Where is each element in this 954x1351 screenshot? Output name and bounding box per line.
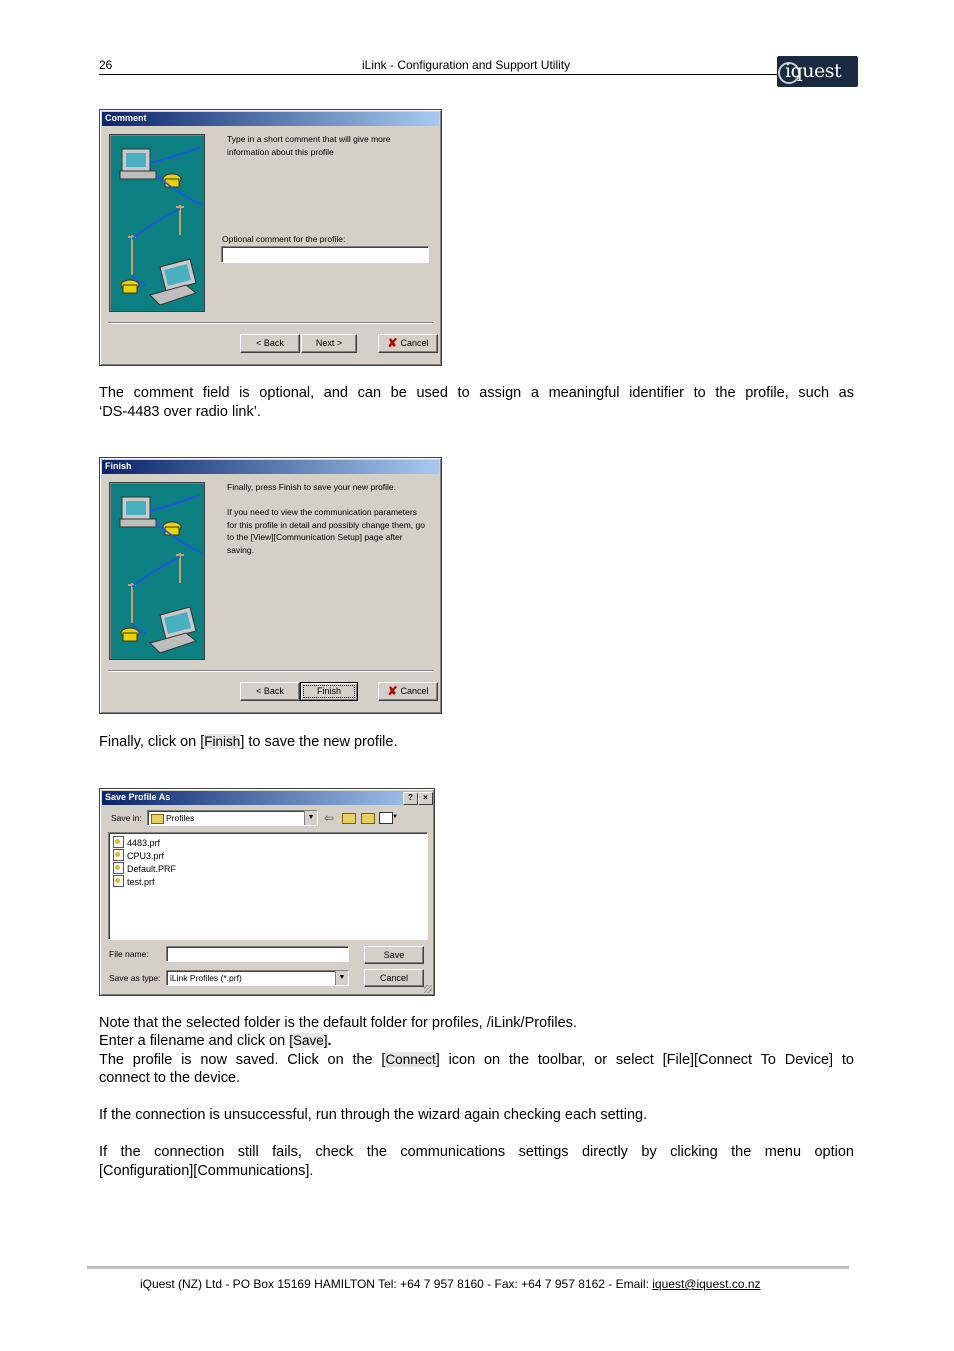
file-name: Default.PRF	[127, 864, 177, 874]
note-line2	[99, 1032, 332, 1051]
comment-dialog	[99, 109, 442, 366]
file-item[interactable]	[113, 862, 176, 875]
footer-text: iQuest (NZ) Ltd - PO Box 15169 HAMILTON Tel: +64 7 957 8160 - Fax: +64 7 957 8162 - Email:	[140, 1277, 653, 1291]
text-run: Finally, click on [	[99, 734, 205, 750]
finish-tag: Finish	[204, 734, 241, 749]
chevron-down-icon[interactable]: ▼	[335, 971, 348, 985]
profile-file-icon	[113, 849, 124, 861]
finish-line1: Finally, press Finish to save your new profile.	[227, 482, 396, 492]
file-item[interactable]	[113, 836, 160, 849]
note-line5: If the connection is unsuccessful, run through the wizard again checking each setting.	[99, 1107, 648, 1123]
save-tag: [Save]	[289, 1033, 328, 1048]
finish-button[interactable]: Finish	[300, 682, 358, 701]
profile-file-icon	[113, 862, 124, 874]
dialog-separator	[108, 322, 433, 324]
note-line3	[99, 1051, 854, 1070]
dialog-title: Save Profile As	[105, 792, 171, 802]
save-in-value: Profiles	[166, 813, 195, 823]
finish-dialog	[99, 457, 442, 714]
file-item[interactable]	[113, 849, 164, 862]
save-type-select[interactable]	[166, 970, 349, 986]
comment-field-label: Optional comment for the profile:	[222, 234, 346, 244]
file-name-input[interactable]	[166, 946, 349, 962]
wizard-illustration	[109, 134, 205, 312]
new-folder-icon[interactable]	[361, 813, 375, 824]
header-rule	[99, 74, 799, 75]
dialog-title-bar	[102, 791, 432, 805]
dialog-title: Comment	[105, 113, 147, 123]
comment-intro: Type in a short comment that will give more information about this profile	[227, 134, 391, 157]
profile-file-icon	[113, 875, 124, 887]
header-title: iLink - Configuration and Support Utility	[362, 58, 571, 72]
finish-line2: If you need to view the communication parameters for this profile in detail and possibly change them, go to the [View][Communication Setup] page after saving.	[227, 507, 425, 555]
comment-paragraph-line1: The comment field is optional, and can be used to assign a meaningful identifier to the profile, such as	[99, 385, 854, 401]
cancel-x-icon: ✘	[387, 336, 398, 350]
cancel-button[interactable]: Cancel	[364, 969, 424, 987]
page-number: 26	[99, 58, 113, 72]
connect-tag: Connect	[385, 1052, 436, 1067]
save-type-value: iLink Profiles (*.prf)	[170, 973, 242, 983]
save-type-label: Save as type:	[109, 973, 161, 983]
file-item[interactable]	[113, 875, 155, 888]
dialog-separator	[108, 670, 433, 672]
wizard-illustration	[109, 482, 205, 660]
footer-email-link[interactable]: iquest@iquest.co.nz	[652, 1277, 761, 1291]
up-folder-icon[interactable]	[342, 813, 356, 824]
dialog-title-bar	[102, 460, 439, 474]
iquest-logo: iquest	[777, 56, 858, 87]
back-arrow-icon[interactable]: ⇦	[324, 811, 335, 825]
cancel-label: Cancel	[400, 338, 429, 348]
cancel-button[interactable]	[378, 334, 438, 353]
file-name: test.prf	[127, 877, 155, 887]
finish-paragraph	[99, 733, 397, 752]
save-in-select[interactable]	[147, 810, 318, 826]
dialog-title-bar	[102, 112, 439, 126]
note-line4: connect to the device.	[99, 1070, 241, 1086]
file-name: 4483.prf	[127, 838, 161, 848]
help-button[interactable]: ?	[403, 792, 418, 805]
footer-rule	[87, 1266, 849, 1269]
back-button[interactable]: < Back	[240, 334, 300, 353]
view-menu-icon[interactable]	[379, 812, 393, 824]
resize-grip-icon[interactable]	[424, 985, 432, 993]
save-profile-dialog	[99, 788, 435, 996]
text-run: ] to save the new profile.	[240, 734, 398, 750]
save-in-label: Save in:	[111, 813, 142, 823]
text-run: ] icon on the toolbar, or select [File][Connect To Device] to	[435, 1052, 854, 1068]
cancel-label: Cancel	[400, 686, 429, 696]
next-button[interactable]: Next >	[301, 334, 357, 353]
file-name: CPU3.prf	[127, 851, 165, 861]
comment-input[interactable]	[221, 246, 429, 263]
note-line1: Note that the selected folder is the default folder for profiles, /iLink/Profiles.	[99, 1015, 577, 1031]
cancel-x-icon: ✘	[387, 684, 398, 698]
profile-file-icon	[113, 836, 124, 848]
close-button[interactable]: ×	[418, 792, 433, 805]
note-line6: If the connection still fails, check the communications settings directly by clicking the menu option	[99, 1144, 854, 1160]
note-line7: [Configuration][Communications].	[99, 1163, 314, 1179]
file-name-label: File name:	[109, 949, 149, 959]
dialog-title: Finish	[105, 461, 132, 471]
chevron-down-icon[interactable]: ▼	[304, 811, 317, 825]
file-list[interactable]	[108, 832, 428, 940]
cancel-button[interactable]	[378, 682, 438, 701]
save-button[interactable]: Save	[364, 946, 424, 964]
footer	[140, 1277, 761, 1291]
back-button[interactable]: < Back	[240, 682, 300, 701]
text-run: The profile is now saved. Click on the [	[99, 1052, 386, 1068]
text-run: Enter a filename and click on	[99, 1033, 290, 1049]
folder-icon	[151, 814, 164, 824]
text-run: .	[327, 1033, 332, 1049]
view-menu-chevron-icon[interactable]: ▼	[392, 814, 398, 820]
comment-paragraph-line2: ‘DS-4483 over radio link’.	[99, 404, 261, 420]
